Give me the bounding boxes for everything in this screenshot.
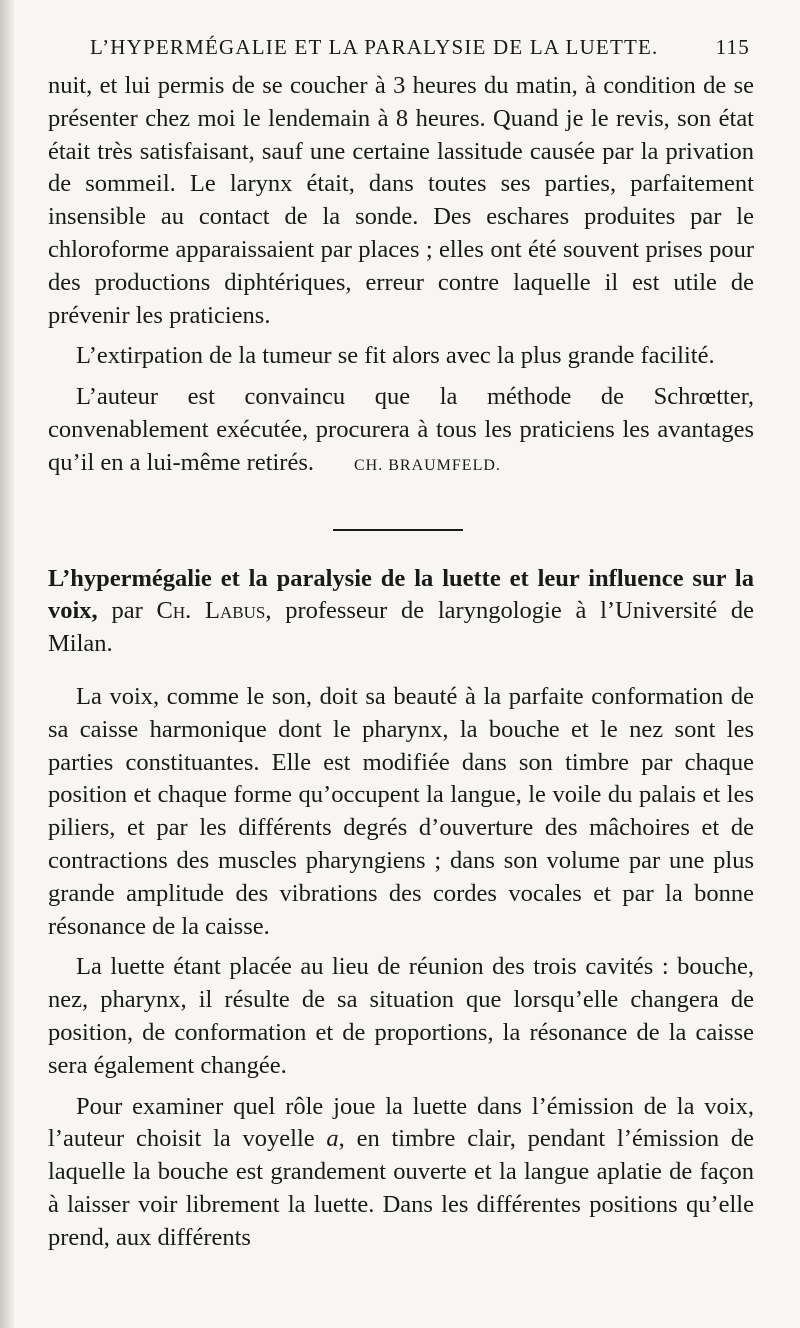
article-by: par [97,597,157,625]
article-affiliation: , professeur de laryngologie à l’Université de Milan. [48,597,754,658]
article-author: Ch. Labus [156,597,266,625]
article-title: L’hypermégalie et la paralysie de la luette et leur influence sur la voix, [48,564,754,625]
signature: CH. BRAUMFELD. [354,456,501,474]
paragraph-voice: La voix, comme le son, doit sa beauté à la parfaite conformation de sa caisse harmonique dont le pharynx, la bouche et le nez sont les parties constituantes. Elle est modifiée dans son timbre par chaque position et chaque forme qu’occupent la langue, le voile du palais et les piliers, et par les différents degrés d’ouverture des mâchoires et de contractions des muscles pharyngiens ; dans son volume par une plus grande amplitude des vibrations des cordes vocales et par la bonne résonance de la caisse. [48,682,754,940]
paragraph-conclusion [48,381,754,482]
vowel-a: a [326,1125,339,1153]
divider-rule [333,529,463,531]
running-title: L’HYPERMÉGALIE ET LA PARALYSIE DE LA LUETTE. [90,35,659,59]
paragraph-extirpation: L’extirpation de la tumeur se fit alors avec la plus grande facilité. [76,342,715,370]
page-gutter-shadow [0,0,14,1328]
page-number: 115 [715,35,750,59]
section-divider [48,483,754,553]
page-content [48,30,754,1255]
paragraph-uvula-position: La luette étant placée au lieu de réunion des trois cavités : bouche, nez, pharynx, il résulte de sa situation que lorsqu’elle changera de position, de conformation et de proportions, la résonance de la caisse sera également changée. [48,953,754,1079]
running-header [48,30,754,70]
paragraph-examination [48,1091,754,1255]
examination-text-start: Pour examiner quel rôle joue la luette dans l’émission de la voix, l’auteur choisit la voyelle [48,1092,754,1153]
article-heading [48,563,754,661]
paragraph-continued: nuit, et lui permis de se coucher à 3 heures du matin, à condition de se présenter chez moi le lendemain à 8 heures. Quand je le revis, son état était très satisfaisant, sauf une certaine lassitude causée par la privation de sommeil. Le larynx était, dans toutes ses parties, parfaitement insensible au contact de la sonde. Des eschares produites par le chloroforme apparaissaient par places ; elles ont été souvent prises pour des productions diphtériques, erreur contre laquelle il est utile de prévenir les praticiens. [48,72,754,329]
examination-text-end: , en timbre clair, pendant l’émission de laquelle la bouche est grandement ouverte et la langue aplatie de façon à laisser voir librement la luette. Dans les différentes positions qu’elle prend, aux différents [48,1125,754,1251]
conclusion-text: L’auteur est convaincu que la méthode de Schrœtter, convenablement exécutée, procurera à tous les praticiens les avantages qu’il en a lui-même retirés. [48,383,754,476]
